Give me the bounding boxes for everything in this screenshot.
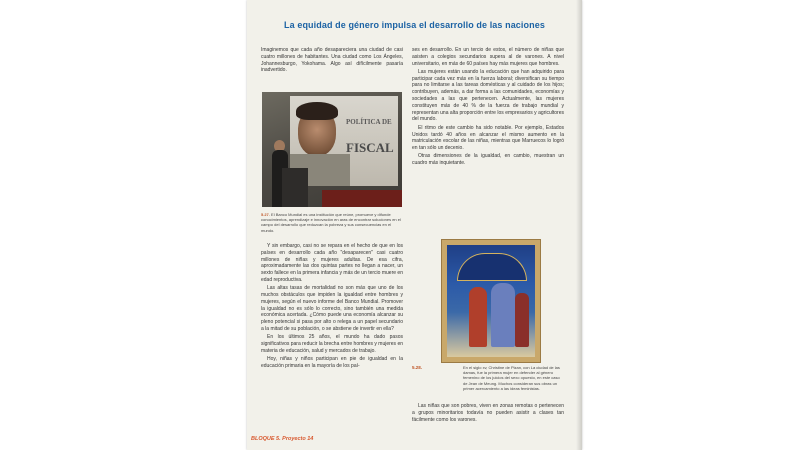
caption-number: 5.27. xyxy=(261,212,270,217)
miniature-figure xyxy=(469,287,487,347)
projected-hair xyxy=(296,102,338,120)
caption-5-27 xyxy=(261,212,403,233)
paragraph: Y sin embargo, casi no se repara en el hecho de que en los países en desarrollo cada año "desaparecen" casi cuatro millones de niñas y mujeres adultas. De esa cifra, aproximadamente las dos quintas partes no llegan a nacer, un sexto fallece en la primera infancia y más de un tercio muere en edad reproductiva. xyxy=(261,243,403,283)
paragraph: ses en desarrollo. En un tercio de estos, el número de niñas que asisten a colegios secundarios supera al de varones. A nivel universitario, en más de 60 países hay más mujeres que hombres. xyxy=(412,47,564,67)
poster-text: POLÍTICA DE xyxy=(346,118,392,126)
page-title: La equidad de género impulsa el desarrollo de las naciones xyxy=(284,20,545,30)
caption-number: 5.28. xyxy=(412,365,423,370)
paragraph: Las niñas que son pobres, viven en zonas remotas o pertenecen a grupos minoritarios todavía no pueden asistir a clases tan fácilmente como los varones. xyxy=(412,403,564,423)
column-left-body xyxy=(261,243,403,371)
textbook-page xyxy=(247,0,582,450)
paragraph: En los últimos 25 años, el mundo ha dado pasos significativos para reducir la brecha entre hombres y mujeres en materia de educación, salud y mercados de trabajo. xyxy=(261,334,404,354)
world-bank-photo xyxy=(262,92,402,207)
paragraph: Las mujeres están usando la educación que han adquirido para participar cada vez más en la fuerza laboral; diversifican su tiempo para no limitarse a las tareas domésticas y al cuidado de los hijos; contribuyen, además, a dar forma a las comunidades, economías y sociedades a las que pertenecen. Actualmente, las mujeres constituyen más de 40 % de la fuerza de trabajo mundial y representan una alta proporción entre los empresarios y agricultores del mundo. xyxy=(412,68,564,123)
miniature-figure xyxy=(515,293,529,347)
paragraph: Otras dimensiones de la igualdad, en cambio, muestran un cuadro más inquietante. xyxy=(412,153,564,167)
caption-5-28: En el siglo xv, Christine de Pizan, con La ciudad de las damas, fue la primera mujer en defender al género femenino de los juicios del sexo opuesto, en este caso de Jean de Meung. Muchos consideran sus obras un primer acercamiento a las ideas feministas. xyxy=(463,365,560,391)
miniature-scene xyxy=(447,245,535,357)
christine-de-pizan-miniature xyxy=(441,239,541,363)
page-footer: BLOQUE 5. Proyecto 14 xyxy=(251,436,314,442)
caption-text: El Banco Mundial es una institución que reúne, promueve y difunde conocimientos, aprendizaje e innovación en aras de encontrar soluciones en el campo del desarrollo que reduzcan la pobreza y sus consecuencias en el mundo. xyxy=(261,212,401,233)
paragraph: Las altas tasas de mortalidad no son más que uno de los muchos obstáculos que impiden la igualdad entre hombres y mujeres, según el nuevo informe del Banco Mundial. Promover la igualdad no es sólo lo correcto, sino también una medida económica acertada. ¿Cómo puede una economía alcanzar su pleno potencial si pasa por alto o relega a un papel secundario a la mitad de su población, o se abstiene de invertir en ella? xyxy=(261,285,403,333)
page-gutter-shadow xyxy=(576,0,582,450)
paragraph: El ritmo de este cambio ha sido notable. Por ejemplo, Estados Unidos tardó 40 años en alcanzar el mismo aumento en la matriculación escolar de las niñas, mientras que Marruecos lo logró en tan sólo un decenio. xyxy=(412,124,564,152)
column-right-bottom xyxy=(412,403,564,425)
column-left-intro xyxy=(261,47,403,76)
intro-paragraph: Imaginemos que cada año desapareciera una ciudad de casi cuatro millones de habitantes. Una ciudad como Los Ángeles, Johannesburgo, Yokohama. Algo así difícilmente pasaría inadvertido. xyxy=(261,47,403,74)
stage-table xyxy=(322,190,402,207)
miniature-arch xyxy=(457,253,527,281)
column-right-body xyxy=(412,47,564,169)
podium xyxy=(282,168,308,207)
paragraph: Hoy, niñas y niños participan en pie de igualdad en la educación primaria en la mayoría de los paí- xyxy=(261,356,403,370)
miniature-figure xyxy=(491,283,515,347)
poster-fiscal: FISCAL xyxy=(346,140,394,155)
